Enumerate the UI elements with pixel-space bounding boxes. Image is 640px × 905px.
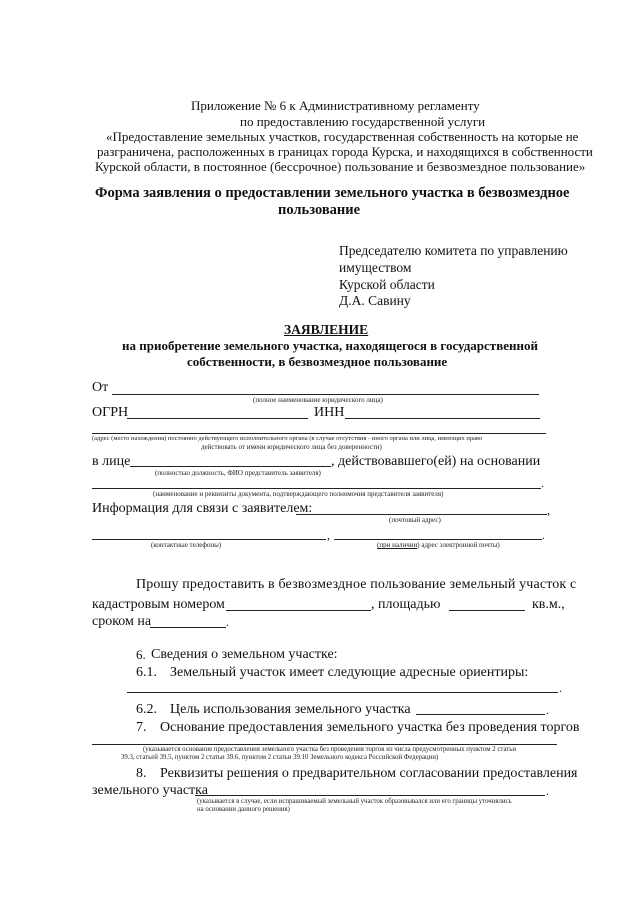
statement-title: ЗАЯВЛЕНИЕ bbox=[284, 322, 369, 337]
section-6-2-number: 6.2. bbox=[136, 702, 157, 717]
header-line-1: Приложение № 6 к Административному регламенту bbox=[191, 98, 480, 113]
email-caption: (при наличии) адрес электронной почты) bbox=[377, 541, 500, 549]
ogrn-field-line[interactable] bbox=[127, 418, 308, 419]
section-8-number: 8. bbox=[136, 766, 147, 781]
section-6-1-text: Земельный участок имеет следующие адресные ориентиры: bbox=[170, 665, 529, 680]
header-line-5: Курской области, в постоянное (бессрочное) пользование и безвозмездное пользование» bbox=[95, 159, 586, 174]
section-7-caption-1: (указывается основание предоставления земельного участка без проведения торгов из числа предусмотренных пунктом 2 статьи bbox=[143, 746, 516, 753]
addressee-line-3: Курской области bbox=[339, 277, 435, 292]
header-line-2: по предоставлению государственной услуги bbox=[240, 114, 486, 129]
area-unit: кв.м., bbox=[532, 597, 565, 612]
section-8-caption-2: на основании данного решения) bbox=[197, 806, 290, 813]
area-label: , площадью bbox=[371, 597, 441, 612]
section-8-text-2: земельного участка bbox=[92, 783, 208, 798]
area-field-line[interactable] bbox=[449, 610, 525, 611]
ogrn-label: ОГРН bbox=[92, 405, 129, 420]
section-6-number: 6. bbox=[136, 647, 146, 662]
person-field-line[interactable] bbox=[130, 466, 331, 467]
postal-field-line[interactable] bbox=[296, 514, 547, 515]
section-7-caption-2: 39.3, статьей 39.5, пунктом 2 статьи 39.6, пунктом 2 статьи 39.10 Земельного кодекса Российской Федерации) bbox=[121, 754, 439, 761]
contact-label: Информация для связи с заявителем: bbox=[92, 501, 313, 516]
basis-field-line[interactable] bbox=[92, 744, 557, 745]
header-line-4: разграничена, расположенных в границах города Курска, и находящихся в собственности bbox=[97, 144, 593, 159]
postal-caption: (почтовый адрес) bbox=[389, 516, 441, 524]
purpose-field-line[interactable] bbox=[416, 714, 545, 715]
cadastral-label: кадастровым номером bbox=[92, 597, 225, 612]
person-label: в лице bbox=[92, 454, 131, 469]
inn-label: ИНН bbox=[314, 405, 345, 420]
section-6-2-text: Цель использования земельного участка bbox=[170, 702, 411, 717]
statement-subtitle-1: на приобретение земельного участка, находящегося в государственной bbox=[122, 338, 538, 353]
section-8-text: Реквизиты решения о предварительном согласовании предоставления bbox=[160, 766, 578, 781]
request-line-1: Прошу предоставить в безвозмездное пользование земельный участок с bbox=[136, 577, 577, 592]
email-field-line[interactable] bbox=[334, 539, 542, 540]
cadastral-field-line[interactable] bbox=[226, 610, 371, 611]
header-line-3: «Предоставление земельных участков, государственная собственность на которые не bbox=[106, 129, 579, 144]
from-field-line[interactable] bbox=[112, 394, 539, 395]
document-field-line[interactable] bbox=[92, 488, 541, 489]
from-label: От bbox=[92, 380, 109, 395]
addressee-line-4: Д.А. Савину bbox=[339, 293, 411, 308]
address-field-line[interactable] bbox=[92, 433, 546, 434]
section-7-number: 7. bbox=[136, 720, 147, 735]
term-label: сроком на bbox=[92, 614, 152, 629]
decision-field-line[interactable] bbox=[195, 795, 545, 796]
from-caption: (полное наименование юридического лица) bbox=[253, 396, 383, 404]
section-6-text: Сведения о земельном участке: bbox=[151, 647, 338, 662]
phone-field-line[interactable] bbox=[92, 539, 326, 540]
section-7-text: Основание предоставления земельного участка без проведения торгов bbox=[160, 720, 580, 735]
acting-label: , действовавшего(ей) на основании bbox=[331, 454, 541, 469]
address-guide-field-line[interactable] bbox=[127, 692, 558, 693]
section-6-1-number: 6.1. bbox=[136, 665, 157, 680]
document-caption: (наименование и реквизиты документа, подтверждающего полномочия представителя заявителя) bbox=[153, 490, 444, 498]
inn-field-line[interactable] bbox=[345, 418, 540, 419]
form-title-line-1: Форма заявления о предоставлении земельного участка в безвозмездное bbox=[95, 185, 570, 201]
address-caption-2: действовать от имени юридического лица без доверенности) bbox=[201, 443, 382, 451]
person-caption: (полностью должность, ФИО представитель заявителя) bbox=[155, 469, 321, 477]
addressee-line-1: Председателю комитета по управлению bbox=[339, 243, 568, 258]
term-field-line[interactable] bbox=[150, 627, 226, 628]
statement-subtitle-2: собственности, в безвозмездное пользование bbox=[187, 354, 448, 369]
addressee-line-2: имуществом bbox=[339, 260, 412, 275]
address-caption-1: (адрес (место нахождения) постоянно действующего исполнительного органа (в случае отсутствия - иного органа или лица, имеющих право bbox=[92, 435, 483, 442]
section-8-caption-1: (указывается в случае, если испрашиваемый земельный участок образовывался или его границы уточнялись bbox=[197, 798, 512, 805]
phone-caption: (контактные телефоны) bbox=[151, 541, 222, 549]
form-title-line-2: пользование bbox=[278, 202, 361, 218]
